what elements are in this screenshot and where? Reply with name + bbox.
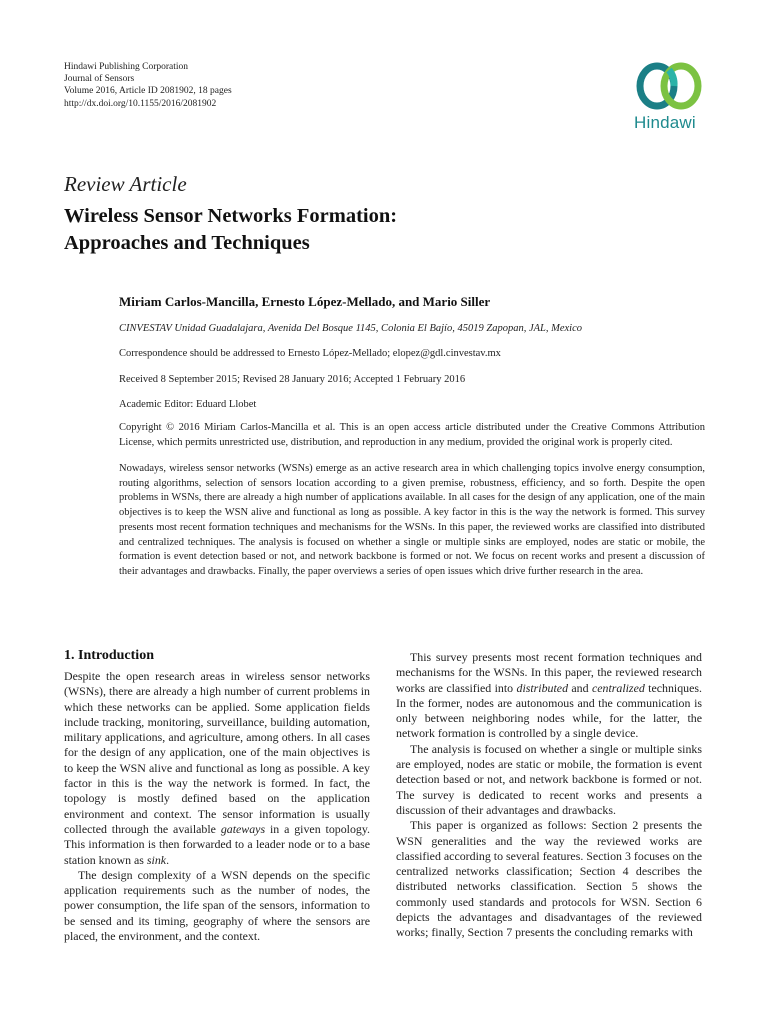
title-line-1: Wireless Sensor Networks Formation: [64,205,398,227]
received-dates: Received 8 September 2015; Revised 28 January 2016; Accepted 1 February 2016 [119,374,466,385]
right-column [396,650,702,941]
volume-info: Volume 2016, Article ID 2081902, 18 pages [64,86,232,97]
journal-name: Journal of Sensors [64,74,135,85]
article-title [64,203,397,257]
paragraph: This survey presents most recent formation techniques and mechanisms for the WSNs. In this paper, the reviewed research works are classified into distributed and centralized techniques. In the former, nodes are autonomous and the communication is only between neighboring nodes while, for the latter, the network formation is controlled by a single device. [396,650,702,741]
paragraph: This paper is organized as follows: Section 2 presents the WSN generalities and the way the reviewed works are classified according to several features. Section 3 focuses on the centralized networks classification; Section 4 describes the distributed networks classification. Section 5 shows the commonly used standards and protocols for WSN. Section 6 depicts the advantages and disadvantages of the reviewed works; finally, Section 7 presents the concluding remarks with [396,818,702,940]
section-heading: 1. Introduction [64,648,154,663]
journal-header [64,61,232,110]
title-line-2: Approaches and Techniques [64,232,310,254]
article-type: Review Article [64,172,187,196]
abstract: Nowadays, wireless sensor networks (WSNs) emerge as an active research area in which challenging topics involve energy consumption, routing algorithms, selection of sensors location according to a given premise, robustness, efficiency, and so forth. Despite the open problems in WSNs, there are already a high number of applications available. In all cases for the design of any application, one of the main objectives is to keep the WSN alive and functional as long as possible. A key factor in this is the way the network is formed. This survey presents most recent formation techniques and mechanisms for the WSNs. In this paper, the reviewed works are classified into distributed and centralized techniques. The analysis is focused on whether a single or multiple sinks are employed, nodes are static or mobile, the formation is event detection based or not, and network backbone is formed or not. We focus on recent works and present a discussion of their advantages and drawbacks. Finally, the paper overviews a series of open issues which drive further research in the area. [119,463,705,577]
left-column [64,669,370,944]
publisher: Hindawi Publishing Corporation [64,62,189,72]
doi-link[interactable]: http://dx.doi.org/10.1155/2016/2081902 [64,98,217,109]
copyright-notice: Copyright © 2016 Miriam Carlos-Mancilla et al. This is an open access article distributed under the Creative Commons Attribution License, which permits unrestricted use, distribution, and reproduction in any medium, provided the original work is properly cited. [119,422,705,448]
authors: Miriam Carlos-Mancilla, Ernesto López-Mellado, and Mario Siller [119,294,491,309]
academic-editor: Academic Editor: Eduard Llobet [119,399,257,410]
paragraph: Despite the open research areas in wireless sensor networks (WSNs), there are already a high number of current problems in which these networks can be applied. Some application fields include tracking, monitoring, surveillance, building automation, military applications, and agriculture, among others. In all cases for the design of any application, one of the main objectives is to keep the WSN alive and functional as long as possible. A key factor in this is the way the network is formed. In fact, the topology is mostly defined based on the application environment and context. The sensor information is usually collected through the available gateways in a given topology. This information is then forwarded to a leader node or to a base station known as sink. [64,669,370,867]
correspondence: Correspondence should be addressed to Ernesto López-Mellado; elopez@gdl.cinvestav.mx [119,348,501,359]
paragraph: The design complexity of a WSN depends on the specific application requirements such as the number of nodes, the power consumption, the life span of the sensors, information to be sensed and its timing, geography of where the sensors are placed, the environment, and the context. [64,867,370,944]
affiliation: CINVESTAV Unidad Guadalajara, Avenida Del Bosque 1145, Colonia El Bajío, 45019 Zapopan, JAL, Mexico [119,323,582,334]
paragraph: The analysis is focused on whether a single or multiple sinks are employed, nodes are static or mobile, the formation is event detection based or not, and network backbone is formed or not. The survey is dedicated to recent works and presents a discussion of their advantages and drawbacks. [396,741,702,817]
hindawi-logo-text: Hindawi [634,113,696,132]
hindawi-logo-icon [626,58,716,116]
